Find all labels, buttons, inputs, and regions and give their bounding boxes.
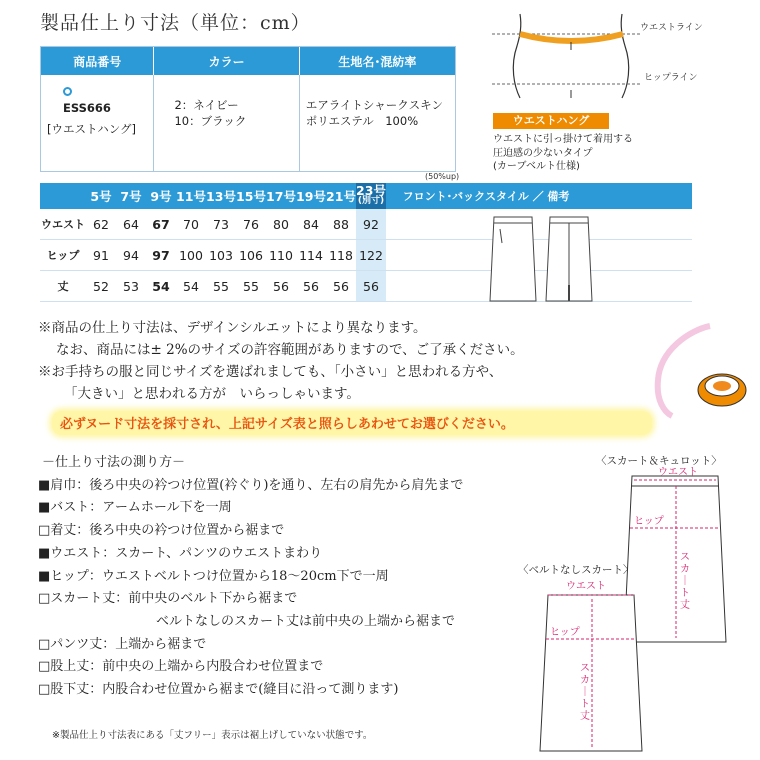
waist-hang-badge: ウエストハング [493,113,609,129]
table-row [40,209,692,240]
fabric-mix: ポリエステル 100% [305,114,419,128]
product-number: ESS666 [63,101,111,115]
circle-icon [63,87,72,96]
skirt-back-icon [544,213,594,305]
size-header: 9号 [150,189,172,204]
table-cell: 118 [329,247,353,263]
list-item: ベルトなしのスカート丈は前中央の上端から裾まで [156,613,456,629]
size-header: 7号 [120,189,142,204]
row-label: ヒップ [46,249,80,262]
list-item: □着丈：後ろ中央の衿つけ位置から裾まで [38,523,285,539]
waist-label: ウエスト [566,581,606,592]
svg-text:ト: ト [680,588,690,599]
svg-text:｜: ｜ [580,687,590,698]
hip-label: ヒップ [634,516,664,527]
row-label: 丈 [57,280,69,293]
size-header: 19号 [296,189,326,204]
table-cell: 84 [303,216,319,232]
table-cell: 91 [93,247,109,263]
table-cell: 80 [273,216,289,232]
measuring-tape-icon [650,320,750,420]
svg-text:ス: ス [680,552,690,563]
waist-line-label: ウエストライン [640,23,703,33]
size-notes: ※商品の仕上り寸法は、デザインシルエットにより異なります。 なお、商品には± 2%のサイズの許容範囲がありますので、ご了承ください。 ※お手持ちの服と同じサイズを選ばれましても、「小さい」と思われる方や、 「大きい」と思われる方が いらっしゃいます。 [38,320,524,402]
size-header-23: 23号 (別寸) [356,183,386,209]
table-row [40,240,692,271]
product-table [40,46,456,172]
table-cell: 56 [303,278,319,294]
row-label: ウエスト [41,218,85,231]
warning-text: 必ずヌード寸法を採寸され、上記サイズ表と照らしあわせてお選びください。 [60,417,514,432]
table-cell: 97 [152,247,170,263]
table-cell: 52 [93,278,109,294]
size-up-note: (50%up) [425,172,460,181]
product-table-header [41,47,455,75]
table-cell: 70 [183,216,199,232]
color-option: 2：ネイビー [174,98,239,112]
size-header: 15号 [236,189,266,204]
how-to-measure [38,452,463,702]
svg-text:カ: カ [680,564,690,575]
product-type: [ウエストハング] [47,122,137,136]
header-fabric: 生地名･混紡率 [338,54,417,69]
table-cell: 106 [239,247,263,263]
list-item: ■ウエスト：スカート、パンツのウエストまわり [38,545,323,561]
table-cell: 62 [93,216,109,232]
table-cell: 53 [123,278,139,294]
list-item: ■ヒップ：ウエストベルトつけ位置から18～20cm下で一周 [38,568,389,584]
size-header: 21号 [326,189,356,204]
beltless-skirt-diagram [536,575,646,755]
style-notes-header: フロント･バックスタイル ／ 備考 [402,190,570,203]
size-header: 11号 [176,189,206,204]
list-item: □パンツ丈：上端から裾まで [38,636,207,652]
beltless-skirt-caption: 〈ベルトなしスカート〉 [518,564,634,576]
footnote: ※製品仕上り寸法表にある「丈フリー」表示は裾上げしていない状態です。 [52,730,373,741]
page-title: 製品仕上り寸法（単位：cm） [40,12,311,34]
waist-label: ウエスト [658,467,698,478]
table-cell: 55 [243,278,259,294]
color-option: 10：ブラック [174,114,247,128]
svg-text:｜: ｜ [680,576,690,587]
svg-text:丈: 丈 [580,711,590,722]
svg-text:カ: カ [580,675,590,686]
skirt-length-label [580,663,590,722]
waist-hang-diagram [492,6,732,102]
list-item: ■バスト：アームホール下を一周 [38,500,232,516]
size-header: 17号 [266,189,296,204]
table-cell: 94 [123,247,139,263]
skirt-front-icon [488,213,538,305]
table-cell: 88 [333,216,349,232]
table-cell: 103 [209,247,233,263]
skirt-length-label [680,552,690,611]
table-cell: 55 [213,278,229,294]
fabric-name: エアライトシャークスキン [305,98,443,112]
table-cell: 100 [179,247,203,263]
size-header: 5号 [90,189,112,204]
table-cell: 92 [356,209,386,239]
table-cell: 56 [356,271,386,301]
list-item: □股下丈：内股合わせ位置から裾まで(縫目に沿って測ります) [38,682,399,698]
waist-hang-description: ウエストに引っ掛けて着用する 圧迫感の少ないタイプ (カーブベルト仕様) [493,134,633,172]
header-product-no: 商品番号 [41,47,154,75]
hip-line-label: ヒップライン [644,73,698,83]
table-cell: 114 [299,247,323,263]
table-cell: 64 [123,216,139,232]
list-item: □スカート丈：前中央のベルト下から裾まで [38,591,298,607]
size-header: 13号 [206,189,236,204]
size-table [40,183,692,302]
svg-text:ト: ト [580,699,590,710]
svg-text:ス: ス [580,663,590,674]
svg-text:丈: 丈 [680,600,690,611]
skirt-culotte-caption: 〈スカート＆キュロット〉 [596,455,722,467]
table-cell: 54 [152,278,170,294]
table-cell: 110 [269,247,293,263]
table-cell: 122 [356,240,386,270]
list-item: □股上丈：前中央の上端から内股合わせ位置まで [38,659,324,675]
header-color: カラー [154,47,299,75]
table-row [40,271,692,302]
table-cell: 56 [273,278,289,294]
table-cell: 54 [183,278,199,294]
table-cell: 56 [333,278,349,294]
table-cell: 76 [243,216,259,232]
size-table-header [40,183,692,209]
table-cell: 73 [213,216,229,232]
table-cell: 67 [152,216,170,232]
how-to-title: －仕上り寸法の測り方－ [42,455,186,470]
list-item: ■肩巾：後ろ中央の衿つけ位置(衿ぐり)を通り、左右の肩先から肩先まで [38,477,464,493]
hip-label: ヒップ [550,627,580,638]
